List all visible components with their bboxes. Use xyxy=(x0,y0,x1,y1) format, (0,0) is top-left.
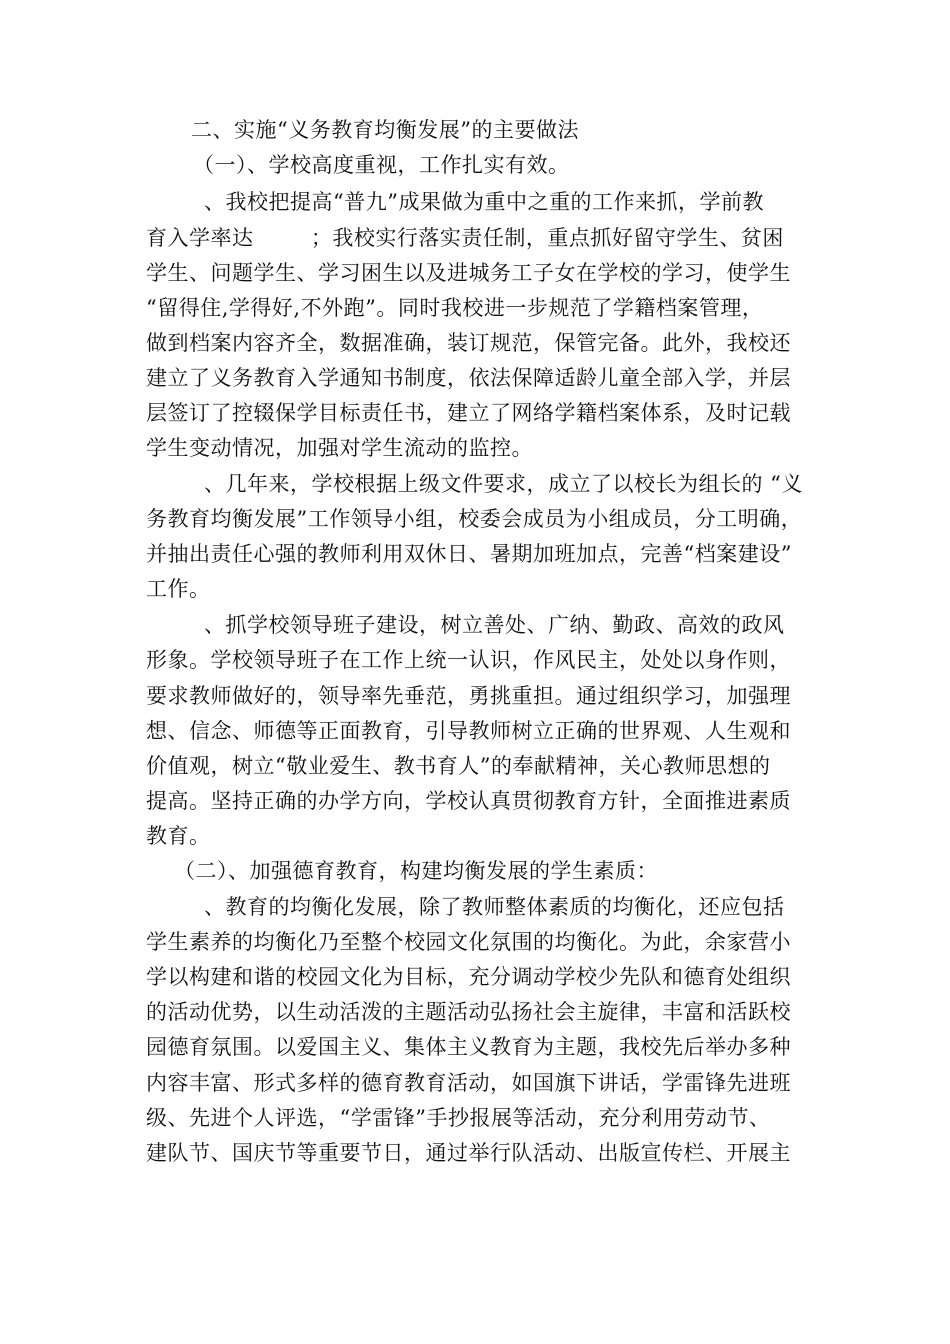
paragraph-line: 内容丰富、形式多样的德育教育活动，如国旗下讲话，学雷锋先进班 xyxy=(146,1071,791,1095)
paragraph-line: 并抽出责任心强的教师利用双休日、暑期加班加点，完善“档案建设” xyxy=(146,542,792,566)
paragraph-line: 育入学率达 ；我校实行落实责任制，重点抓好留守学生、贫困 xyxy=(146,226,784,250)
paragraph-line: 要求教师做好的，领导率先垂范，勇挑重担。通过组织学习，加强理 xyxy=(146,684,791,708)
paragraph-line: 教育。 xyxy=(146,824,211,848)
paragraph-line: 学生素养的均衡化乃至整个校园文化氛围的均衡化。为此，余家营小 xyxy=(146,930,791,954)
paragraph-line: 园德育氛围。以爱国主义、集体主义教育为主题，我校先后举办多种 xyxy=(146,1035,791,1059)
paragraph-line: 学以构建和谐的校园文化为目标，充分调动学校少先队和德育处组织 xyxy=(146,965,791,989)
subsection-heading: （二）、加强德育教育，构建均衡发展的学生素质： xyxy=(174,859,658,883)
paragraph-line: 的活动优势，以生动活泼的主题活动弘扬社会主旋律，丰富和活跃校 xyxy=(146,1000,791,1024)
subsection-heading: （一）、学校高度重视，工作扎实有效。 xyxy=(193,153,570,177)
paragraph-line: 价值观，树立“敬业爱生、教书育人”的奉献精神，关心教师思想的 xyxy=(146,754,771,778)
paragraph-line: 学生、问题学生、学习困生以及进城务工子女在学校的学习，使学生 xyxy=(146,261,791,285)
paragraph-line: 层签订了控辍保学目标责任书，建立了网络学籍档案体系，及时记载 xyxy=(146,401,791,425)
paragraph-line: 、抓学校领导班子建设，树立善处、广纳、勤政、高效的政风 xyxy=(204,613,785,637)
paragraph-line: 学生变动情况，加强对学生流动的监控。 xyxy=(146,436,533,460)
paragraph-line: 、几年来，学校根据上级文件要求，成立了以校长为组长的 “义 xyxy=(204,472,803,496)
paragraph-line: 务教育均衡发展”工作领导小组，校委会成员为小组成员，分工明确， xyxy=(146,507,803,531)
section-heading: 二、实施“义务教育均衡发展”的主要做法 xyxy=(191,118,579,142)
paragraph-line: 、教育的均衡化发展，除了教师整体素质的均衡化，还应包括 xyxy=(204,895,785,919)
paragraph-line: “留得住,学得好,不外跑”。同时我校进一步规范了学籍档案管理， xyxy=(146,296,764,320)
paragraph-line: 建队节、国庆节等重要节日，通过举行队活动、出版宣传栏、开展主 xyxy=(146,1141,791,1165)
paragraph-line: 想、信念、师德等正面教育，引导教师树立正确的世界观、人生观和 xyxy=(146,719,791,743)
paragraph-line: 工作。 xyxy=(146,577,211,601)
paragraph-line: 形象。学校领导班子在工作上统一认识，作风民主，处处以身作则， xyxy=(146,648,791,672)
paragraph-line: 、我校把提高“普九”成果做为重中之重的工作来抓，学前教 xyxy=(204,190,764,214)
paragraph-line: 建立了义务教育入学通知书制度，依法保障适龄儿童全部入学，并层 xyxy=(146,366,791,390)
paragraph-line: 做到档案内容齐全，数据准确，装订规范，保管完备。此外，我校还 xyxy=(146,331,791,355)
paragraph-line: 级、先进个人评选，“学雷锋”手抄报展等活动，充分利用劳动节、 xyxy=(146,1106,771,1130)
paragraph-line: 提高。坚持正确的办学方向，学校认真贯彻教育方针，全面推进素质 xyxy=(146,789,791,813)
